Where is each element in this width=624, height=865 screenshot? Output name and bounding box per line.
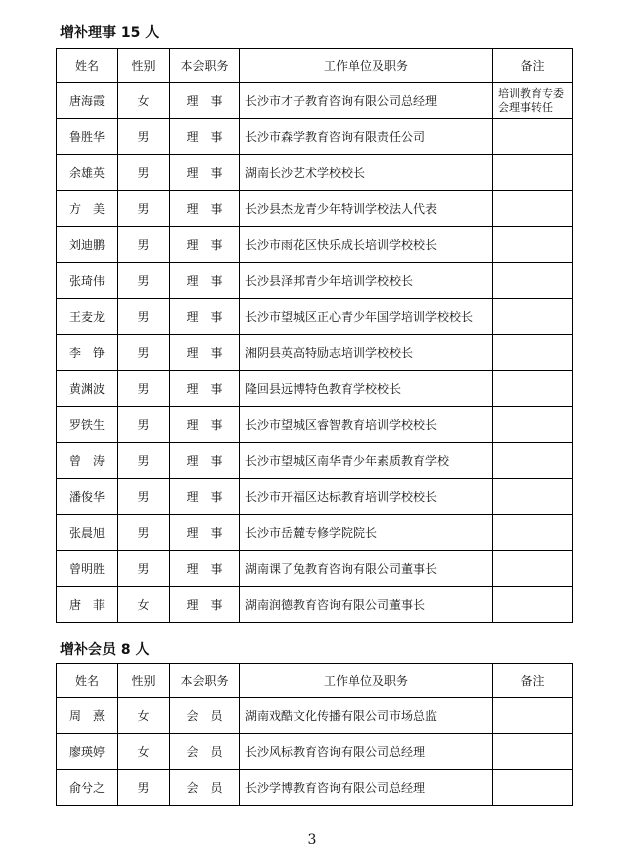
person-note: [493, 515, 573, 551]
person-name: 俞兮之: [57, 770, 118, 806]
person-gender: 男: [118, 155, 170, 191]
person-unit: 长沙市森学教育咨询有限责任公司: [240, 119, 493, 155]
person-note: [493, 770, 573, 806]
person-note: [493, 479, 573, 515]
person-unit: 湖南课了兔教育咨询有限公司董事长: [240, 551, 493, 587]
person-gender: 男: [118, 263, 170, 299]
person-name: 王麦龙: [57, 299, 118, 335]
table-row: [57, 407, 573, 443]
header-note: 备注: [493, 49, 573, 83]
person-position: 理 事: [170, 119, 240, 155]
person-position: 理 事: [170, 155, 240, 191]
person-note: [493, 191, 573, 227]
person-unit: 湖南戏酷文化传播有限公司市场总监: [240, 698, 493, 734]
person-note: [493, 371, 573, 407]
members-section-title: 增补会员 8 人: [60, 642, 150, 658]
table-row: [57, 263, 573, 299]
person-position: 理 事: [170, 371, 240, 407]
person-name: 罗铁生: [57, 407, 118, 443]
person-note: [493, 155, 573, 191]
person-name: 曾 涛: [57, 443, 118, 479]
table-row: [57, 515, 573, 551]
person-name: 廖瑛婷: [57, 734, 118, 770]
person-position: 理 事: [170, 191, 240, 227]
person-unit: 长沙县杰龙青少年特训学校法人代表: [240, 191, 493, 227]
person-gender: 男: [118, 770, 170, 806]
note-line: 培训教育专委: [498, 86, 564, 100]
table-row: [57, 770, 573, 806]
table-row: [57, 227, 573, 263]
person-position: 会 员: [170, 698, 240, 734]
person-position: 理 事: [170, 479, 240, 515]
header-gender: 性别: [118, 664, 170, 698]
person-gender: 男: [118, 407, 170, 443]
person-name: 潘俊华: [57, 479, 118, 515]
person-unit: 长沙市才子教育咨询有限公司总经理: [240, 83, 493, 119]
person-unit: 长沙市岳麓专修学院院长: [240, 515, 493, 551]
person-unit: 长沙县泽邦青少年培训学校校长: [240, 263, 493, 299]
header-position: 本会职务: [170, 664, 240, 698]
person-gender: 男: [118, 479, 170, 515]
directors-table: [56, 48, 573, 623]
person-note: [493, 734, 573, 770]
person-position: 理 事: [170, 335, 240, 371]
person-name: 周 熹: [57, 698, 118, 734]
person-name: 曾明胜: [57, 551, 118, 587]
person-gender: 女: [118, 734, 170, 770]
person-position: 会 员: [170, 770, 240, 806]
directors-section-title: 增补理事 15 人: [60, 25, 160, 41]
header-position: 本会职务: [170, 49, 240, 83]
person-gender: 女: [118, 83, 170, 119]
table-row: [57, 119, 573, 155]
table-row: [57, 191, 573, 227]
person-unit: 湖南长沙艺术学校校长: [240, 155, 493, 191]
person-position: 会 员: [170, 734, 240, 770]
person-position: 理 事: [170, 443, 240, 479]
person-name: 余雄英: [57, 155, 118, 191]
person-position: 理 事: [170, 587, 240, 623]
person-name: 黄渊波: [57, 371, 118, 407]
person-unit: 湘阴县英高特励志培训学校校长: [240, 335, 493, 371]
person-name: 唐 菲: [57, 587, 118, 623]
table-row: [57, 551, 573, 587]
members-table: [56, 663, 573, 806]
person-name: 张琦伟: [57, 263, 118, 299]
person-position: 理 事: [170, 551, 240, 587]
table-row: [57, 698, 573, 734]
table-header-row: [57, 664, 573, 698]
table-row: [57, 479, 573, 515]
person-name: 鲁胜华: [57, 119, 118, 155]
person-note: [493, 698, 573, 734]
header-unit: 工作单位及职务: [240, 664, 493, 698]
person-note: [493, 83, 573, 119]
table-row: [57, 155, 573, 191]
person-unit: 湖南润德教育咨询有限公司董事长: [240, 587, 493, 623]
header-note: 备注: [493, 664, 573, 698]
person-note: [493, 227, 573, 263]
person-position: 理 事: [170, 299, 240, 335]
person-note: [493, 263, 573, 299]
person-unit: 长沙学博教育咨询有限公司总经理: [240, 770, 493, 806]
table-row: [57, 335, 573, 371]
header-name: 姓名: [57, 664, 118, 698]
person-position: 理 事: [170, 407, 240, 443]
person-name: 方 美: [57, 191, 118, 227]
table-row: [57, 83, 573, 119]
person-gender: 男: [118, 515, 170, 551]
person-note: [493, 335, 573, 371]
person-unit: 长沙市开福区达标教育培训学校校长: [240, 479, 493, 515]
person-note: [493, 119, 573, 155]
person-note: [493, 299, 573, 335]
person-gender: 男: [118, 551, 170, 587]
table-row: [57, 587, 573, 623]
person-note: [493, 551, 573, 587]
table-row: [57, 299, 573, 335]
person-unit: 长沙风标教育咨询有限公司总经理: [240, 734, 493, 770]
header-name: 姓名: [57, 49, 118, 83]
person-note: [493, 407, 573, 443]
person-gender: 男: [118, 371, 170, 407]
person-note: [493, 587, 573, 623]
header-gender: 性别: [118, 49, 170, 83]
person-name: 张晨旭: [57, 515, 118, 551]
person-unit: 长沙市雨花区快乐成长培训学校校长: [240, 227, 493, 263]
table-row: [57, 371, 573, 407]
person-position: 理 事: [170, 263, 240, 299]
person-unit: 长沙市望城区正心青少年国学培训学校校长: [240, 299, 493, 335]
person-name: 李 铮: [57, 335, 118, 371]
person-name: 刘迪鹏: [57, 227, 118, 263]
page-number: 3: [307, 832, 317, 848]
person-unit: 隆回县远博特色教育学校校长: [240, 371, 493, 407]
person-position: 理 事: [170, 515, 240, 551]
table-row: [57, 734, 573, 770]
person-position: 理 事: [170, 83, 240, 119]
person-gender: 男: [118, 299, 170, 335]
person-unit: 长沙市望城区睿智教育培训学校校长: [240, 407, 493, 443]
note-line: 会理事转任: [498, 100, 553, 114]
person-gender: 男: [118, 335, 170, 371]
person-gender: 女: [118, 587, 170, 623]
person-unit: 长沙市望城区南华青少年素质教育学校: [240, 443, 493, 479]
person-gender: 女: [118, 698, 170, 734]
person-gender: 男: [118, 191, 170, 227]
table-header-row: [57, 49, 573, 83]
table-row: [57, 443, 573, 479]
person-gender: 男: [118, 443, 170, 479]
person-gender: 男: [118, 119, 170, 155]
person-gender: 男: [118, 227, 170, 263]
header-unit: 工作单位及职务: [240, 49, 493, 83]
person-name: 唐海霞: [57, 83, 118, 119]
person-note: [493, 443, 573, 479]
person-position: 理 事: [170, 227, 240, 263]
